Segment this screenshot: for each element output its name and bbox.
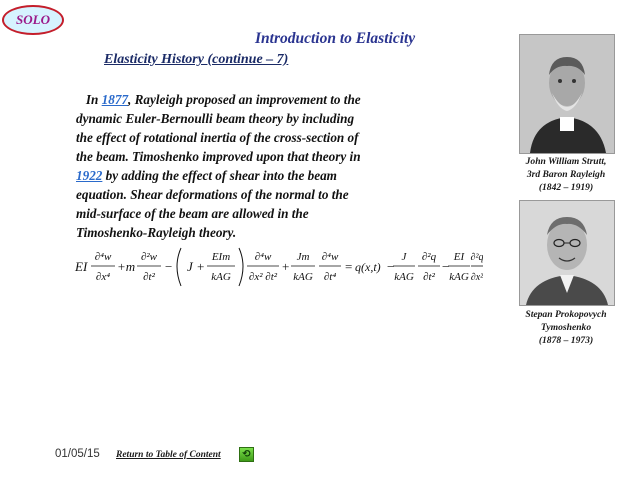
paragraph-line-3: the effect of rotational inertia of the cross-section of <box>76 130 359 145</box>
caption-line: (1842 – 1919) <box>538 182 594 193</box>
eq-d4w-t: ∂⁴w <box>321 251 339 263</box>
eq-dt2: ∂t² <box>143 271 155 283</box>
paragraph-line-7: mid-surface of the beam are allowed in the <box>76 206 309 221</box>
caption-line: Tymoshenko <box>540 322 592 333</box>
portrait-rayleigh <box>519 34 615 154</box>
paragraph-text: In <box>85 92 102 107</box>
year-1922-link[interactable]: 1922 <box>76 168 103 183</box>
eq-J: J <box>187 259 193 274</box>
paragraph-line-2: dynamic Euler-Bernoulli beam theory by including <box>76 111 355 126</box>
svg-text:−: − <box>387 259 395 274</box>
eq-d2w: ∂²w <box>140 251 158 263</box>
paragraph-line-4: the beam. Timoshenko improved upon that theory in <box>76 149 361 164</box>
slide-title: Introduction to Elasticity <box>255 30 416 47</box>
caption-line: 3rd Baron Rayleigh <box>526 169 606 180</box>
eq-d4w: ∂⁴w <box>94 251 112 263</box>
svg-text:−: − <box>442 259 450 274</box>
eq-kAG-2: kAG <box>293 271 313 283</box>
slide-subtitle: Elasticity History (continue – 7) <box>104 52 289 67</box>
eq-EI-2: EI <box>453 251 465 263</box>
eq-d4w-mixed: ∂⁴w <box>254 251 272 263</box>
year-1877-link[interactable]: 1877 <box>101 92 129 107</box>
timoshenko-rayleigh-equation <box>73 240 483 290</box>
eq-dx2: ∂x² <box>470 272 483 283</box>
eq-d2q-2: ∂²q <box>470 252 483 263</box>
svg-text:+: + <box>197 259 205 274</box>
caption-line: (1878 – 1973) <box>538 335 594 346</box>
timoshenko-caption <box>505 308 627 347</box>
svg-text:=: = <box>345 259 353 274</box>
history-paragraph <box>76 90 436 242</box>
return-to-toc-link[interactable]: Return to Table of Content <box>116 450 221 460</box>
eq-dx2dt2: ∂x² ∂t² <box>248 271 278 283</box>
caption-line: Stepan Prokopovych <box>525 309 607 320</box>
eq-dx4: ∂x⁴ <box>95 271 111 283</box>
svg-text:−: − <box>165 259 173 274</box>
slide-date: 01/05/15 <box>55 448 100 460</box>
rayleigh-caption <box>505 155 627 194</box>
eq-dt2-q: ∂t² <box>423 271 435 283</box>
eq-rhs: q(x,t) <box>355 260 381 274</box>
eq-Jm: Jm <box>296 251 310 263</box>
paragraph-line-8: Timoshenko-Rayleigh theory. <box>76 225 237 240</box>
eq-plus-m: +m <box>117 259 136 274</box>
eq-dt4: ∂t⁴ <box>323 271 337 283</box>
eq-EI: EI <box>75 259 88 274</box>
paragraph-text: by adding the effect of shear into the beam <box>102 168 337 183</box>
return-arrow-icon[interactable]: ⟲ <box>239 447 254 462</box>
portrait-timoshenko <box>519 200 615 306</box>
eq-kAG-4: kAG <box>449 271 469 283</box>
svg-text:+: + <box>282 259 290 274</box>
paragraph-line-5 <box>76 166 436 185</box>
eq-kAG-3: kAG <box>394 271 414 283</box>
solo-logo <box>2 5 64 35</box>
solo-logo-text: SOLO <box>16 12 50 27</box>
paragraph-text: , Rayleigh proposed an improvement to the <box>128 92 361 107</box>
eq-EIm: EIm <box>211 251 231 263</box>
caption-line: John William Strutt, <box>525 156 607 167</box>
eq-kAG: kAG <box>211 271 231 283</box>
paragraph-line-1 <box>76 90 436 109</box>
eq-d2q: ∂²q <box>421 251 437 263</box>
eq-minus-J: J <box>401 251 407 263</box>
paragraph-line-6: equation. Shear deformations of the normal to the <box>76 187 349 202</box>
